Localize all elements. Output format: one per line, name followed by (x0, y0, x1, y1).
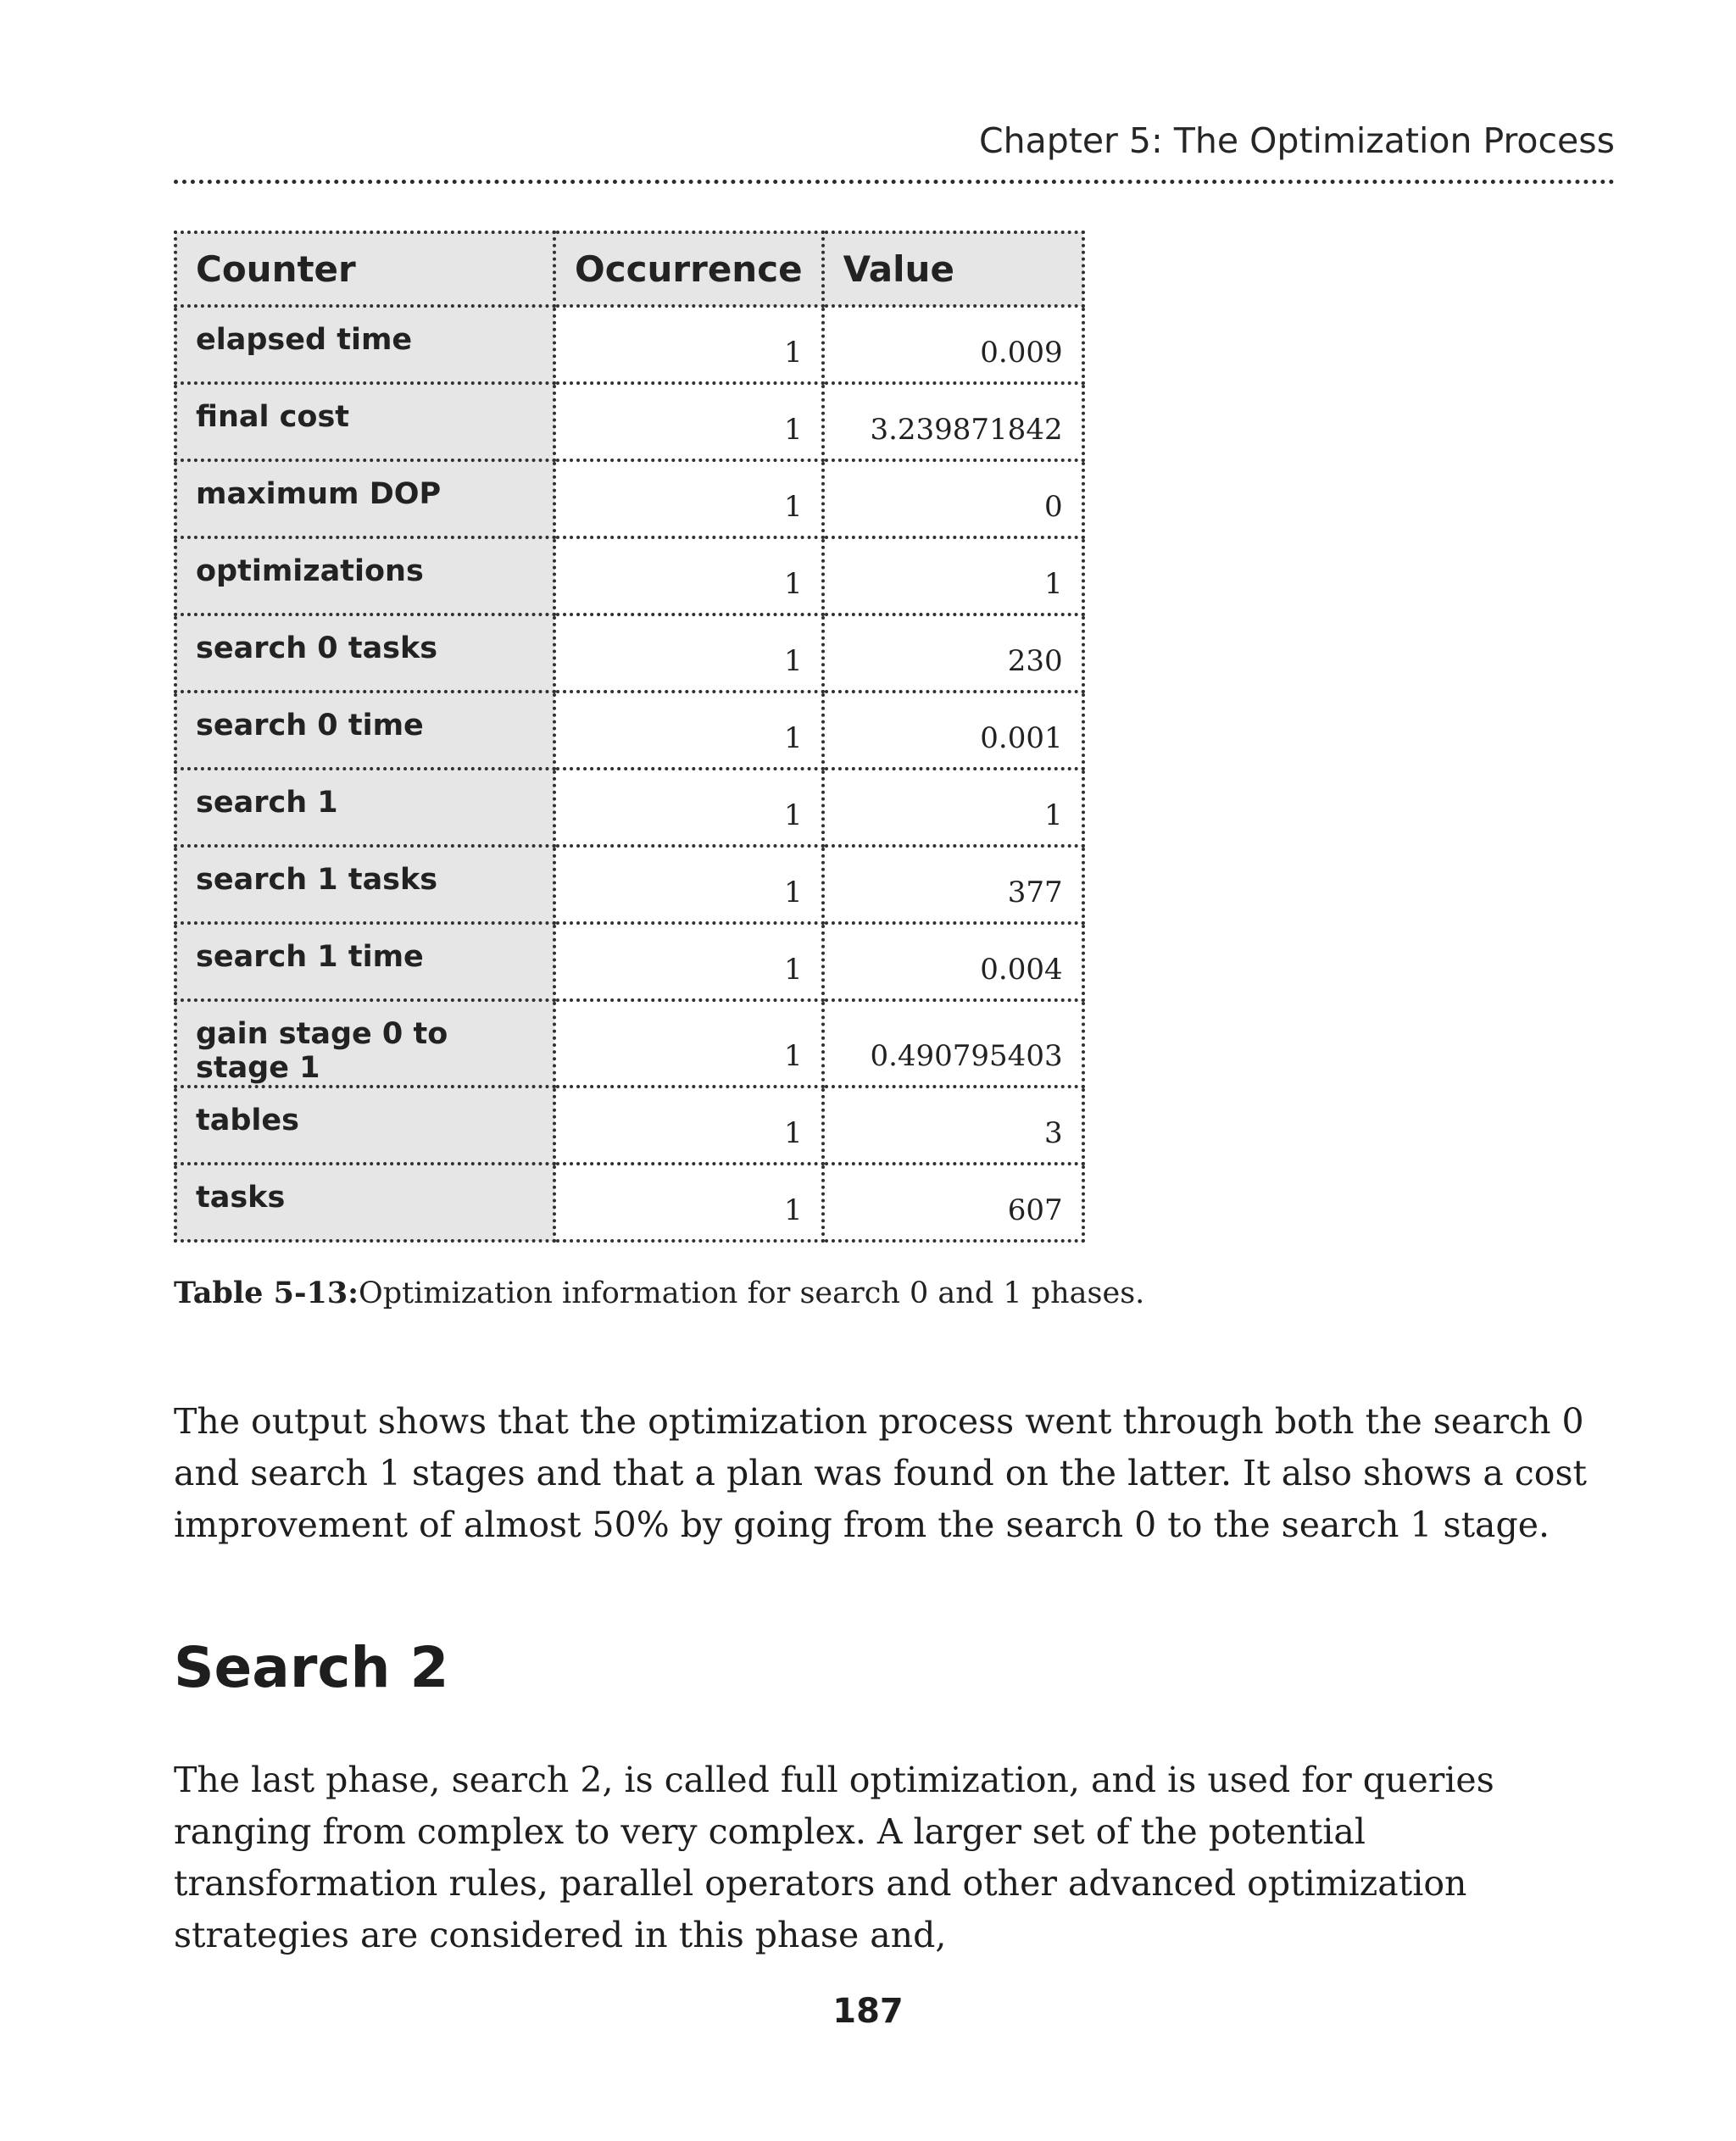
cell-value: 607 (823, 1164, 1083, 1241)
table-row (175, 383, 1083, 460)
table-row (175, 306, 1083, 383)
cell-counter: search 0 time (175, 692, 554, 769)
cell-occurrence: 1 (554, 923, 823, 1000)
cell-value: 1 (823, 537, 1083, 614)
cell-value: 0.490795403 (823, 1000, 1083, 1087)
cell-occurrence: 1 (554, 614, 823, 692)
cell-occurrence: 1 (554, 1000, 823, 1087)
column-header-occurrence: Occurrence (554, 232, 823, 306)
page-number: 187 (832, 1992, 904, 2031)
cell-value: 377 (823, 846, 1083, 923)
table-row (175, 769, 1083, 846)
body-paragraph: The output shows that the optimization process went through both the search 0 and search 1 stages and that a plan was found on the latter. It also shows a cost improvement of almost 50% by going from the search 0 to the search 1 stage. (174, 1401, 1587, 1545)
cell-value: 3 (823, 1087, 1083, 1164)
cell-occurrence: 1 (554, 769, 823, 846)
table-row (175, 846, 1083, 923)
table-row (175, 1000, 1083, 1087)
cell-occurrence: 1 (554, 692, 823, 769)
table-row (175, 614, 1083, 692)
table-row (175, 537, 1083, 614)
cell-value: 230 (823, 614, 1083, 692)
cell-counter: search 1 tasks (175, 846, 554, 923)
cell-occurrence: 1 (554, 537, 823, 614)
optimization-counters-table (174, 231, 1085, 1243)
cell-counter: tables (175, 1087, 554, 1164)
table-caption (174, 1276, 1144, 1310)
cell-value: 1 (823, 769, 1083, 846)
table-row (175, 1164, 1083, 1241)
body-paragraph: The last phase, search 2, is called full optimization, and is used for queries ranging from complex to very complex. A larger set of the potential transformation rules, parallel operators and other advanced optimization strategies are considered in this phase and, (174, 1760, 1494, 1955)
cell-counter: optimizations (175, 537, 554, 614)
cell-occurrence: 1 (554, 1087, 823, 1164)
table-body (175, 306, 1083, 1241)
caption-text: Optimization information for search 0 and 1 phases. (359, 1276, 1145, 1310)
cell-counter: search 1 (175, 769, 554, 846)
caption-label: Table 5-13: (174, 1276, 359, 1310)
running-header (174, 119, 1615, 184)
cell-occurrence: 1 (554, 846, 823, 923)
chapter-title: Chapter 5: The Optimization Process (978, 120, 1615, 161)
cell-counter: final cost (175, 383, 554, 460)
cell-occurrence: 1 (554, 460, 823, 537)
cell-occurrence: 1 (554, 1164, 823, 1241)
table-row (175, 1087, 1083, 1164)
table-row (175, 692, 1083, 769)
section-heading: Search 2 (174, 1635, 449, 1700)
cell-counter: search 1 time (175, 923, 554, 1000)
column-header-value: Value (823, 232, 1083, 306)
cell-occurrence: 1 (554, 383, 823, 460)
cell-value: 0.001 (823, 692, 1083, 769)
table-row (175, 923, 1083, 1000)
cell-occurrence: 1 (554, 306, 823, 383)
cell-counter: elapsed time (175, 306, 554, 383)
cell-value: 0.004 (823, 923, 1083, 1000)
cell-counter: gain stage 0 to stage 1 (175, 1000, 554, 1087)
table-row (175, 460, 1083, 537)
table-header-row (175, 232, 1083, 306)
cell-counter: search 0 tasks (175, 614, 554, 692)
cell-counter: tasks (175, 1164, 554, 1241)
cell-counter: maximum DOP (175, 460, 554, 537)
cell-value: 0.009 (823, 306, 1083, 383)
cell-value: 3.239871842 (823, 383, 1083, 460)
column-header-counter: Counter (175, 232, 554, 306)
cell-value: 0 (823, 460, 1083, 537)
